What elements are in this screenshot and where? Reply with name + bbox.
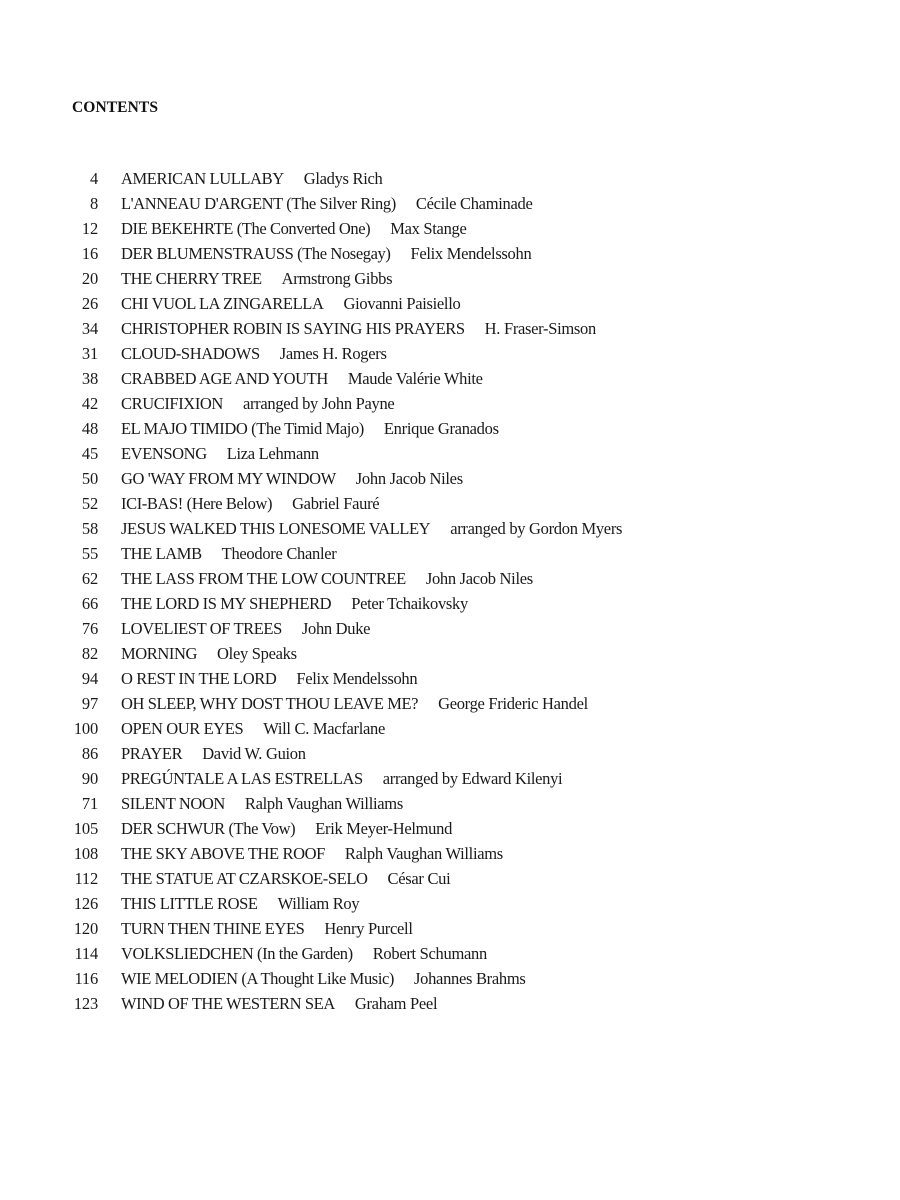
- entry-page-number: 123: [73, 994, 98, 1013]
- entry-page-number: 45: [81, 444, 98, 463]
- entry-page-number: 55: [81, 544, 98, 563]
- entry-page-number: 58: [81, 519, 98, 538]
- contents-entry: [60, 666, 860, 691]
- entry-composer: Gladys Rich: [303, 169, 383, 188]
- entry-page-number: 62: [81, 569, 98, 588]
- entry-title: SILENT NOON: [121, 794, 225, 813]
- entry-composer: Liza Lehmann: [226, 444, 319, 463]
- entry-title: CRABBED AGE AND YOUTH: [121, 369, 328, 388]
- entry-composer: George Frideric Handel: [438, 694, 588, 713]
- contents-entry: [60, 941, 860, 966]
- contents-entry: [60, 291, 860, 316]
- entry-title: THE LORD IS MY SHEPHERD: [121, 594, 332, 613]
- entry-page-number: 50: [81, 469, 98, 488]
- entry-title: WIND OF THE WESTERN SEA: [121, 994, 335, 1013]
- entry-title: CLOUD-SHADOWS: [121, 344, 260, 363]
- entry-page-number: 86: [81, 744, 98, 763]
- entry-page-number: 108: [73, 844, 98, 863]
- entry-composer: arranged by Edward Kilenyi: [382, 769, 563, 788]
- contents-entry: [60, 966, 860, 991]
- entry-title: CRUCIFIXION: [121, 394, 223, 413]
- contents-entry: [60, 891, 860, 916]
- entry-composer: Ralph Vaughan Williams: [344, 844, 503, 863]
- entry-title: DIE BEKEHRTE (The Converted One): [121, 219, 371, 238]
- entry-page-number: 120: [73, 919, 98, 938]
- entry-composer: John Duke: [301, 619, 371, 638]
- entry-title: THE LAMB: [121, 544, 202, 563]
- contents-entry: [60, 991, 860, 1016]
- entry-page-number: 116: [74, 969, 98, 988]
- entry-composer: Theodore Chanler: [221, 544, 337, 563]
- entry-title: WIE MELODIEN (A Thought Like Music): [121, 969, 395, 988]
- entry-page-number: 34: [81, 319, 98, 338]
- entry-composer: Enrique Granados: [383, 419, 499, 438]
- entry-title: EL MAJO TIMIDO (The Timid Majo): [121, 419, 364, 438]
- entry-page-number: 76: [81, 619, 98, 638]
- entry-composer: Felix Mendelssohn: [296, 669, 418, 688]
- contents-entry: [60, 541, 860, 566]
- entry-page-number: 48: [81, 419, 98, 438]
- contents-entry: [60, 866, 860, 891]
- entry-title: DER SCHWUR (The Vow): [121, 819, 296, 838]
- entry-page-number: 97: [81, 694, 98, 713]
- entry-composer: Cécile Chaminade: [415, 194, 533, 213]
- entry-title: AMERICAN LULLABY: [121, 169, 284, 188]
- entry-page-number: 8: [89, 194, 98, 213]
- contents-entry: [60, 166, 860, 191]
- contents-entry: [60, 641, 860, 666]
- entry-page-number: 26: [81, 294, 98, 313]
- entry-composer: John Jacob Niles: [425, 569, 533, 588]
- entry-title: THIS LITTLE ROSE: [121, 894, 258, 913]
- contents-entry: [60, 766, 860, 791]
- entry-title: DER BLUMENSTRAUSS (The Nosegay): [121, 244, 391, 263]
- contents-entry: [60, 241, 860, 266]
- contents-heading: CONTENTS: [72, 99, 159, 116]
- entry-page-number: 12: [81, 219, 98, 238]
- entry-title: JESUS WALKED THIS LONESOME VALLEY: [121, 519, 431, 538]
- entry-composer: Peter Tchaikovsky: [351, 594, 468, 613]
- contents-entry: [60, 791, 860, 816]
- entry-page-number: 38: [81, 369, 98, 388]
- contents-entry: [60, 216, 860, 241]
- contents-entry: [60, 616, 860, 641]
- contents-entry: [60, 441, 860, 466]
- contents-entry: [60, 341, 860, 366]
- entry-composer: Felix Mendelssohn: [410, 244, 532, 263]
- entry-composer: Armstrong Gibbs: [281, 269, 393, 288]
- entry-page-number: 42: [81, 394, 98, 413]
- contents-entry: [60, 816, 860, 841]
- entry-title: ICI-BAS! (Here Below): [121, 494, 273, 513]
- entry-composer: Ralph Vaughan Williams: [244, 794, 403, 813]
- contents-entry: [60, 741, 860, 766]
- entry-title: GO 'WAY FROM MY WINDOW: [121, 469, 336, 488]
- entry-composer: Oley Speaks: [217, 644, 297, 663]
- entry-title: CHI VUOL LA ZINGARELLA: [121, 294, 324, 313]
- contents-entry: [60, 691, 860, 716]
- entry-page-number: 82: [81, 644, 98, 663]
- contents-entry: [60, 191, 860, 216]
- contents-entry: [60, 591, 860, 616]
- entry-page-number: 52: [81, 494, 98, 513]
- entry-composer: César Cui: [387, 869, 451, 888]
- entry-title: MORNING: [121, 644, 198, 663]
- entry-title: PREGÚNTALE A LAS ESTRELLAS: [121, 769, 363, 788]
- entry-page-number: 94: [81, 669, 98, 688]
- entry-composer: John Jacob Niles: [355, 469, 463, 488]
- entry-title: CHRISTOPHER ROBIN IS SAYING HIS PRAYERS: [121, 319, 465, 338]
- entry-page-number: 100: [73, 719, 98, 738]
- contents-entry: [60, 716, 860, 741]
- entry-composer: Erik Meyer-Helmund: [315, 819, 453, 838]
- contents-entry: [60, 566, 860, 591]
- entry-page-number: 105: [73, 819, 98, 838]
- entry-title: EVENSONG: [121, 444, 207, 463]
- entry-page-number: 112: [74, 869, 98, 888]
- entry-page-number: 4: [89, 169, 98, 188]
- contents-entry: [60, 491, 860, 516]
- entry-composer: arranged by John Payne: [242, 394, 395, 413]
- entry-composer: arranged by Gordon Myers: [450, 519, 623, 538]
- entry-composer: David W. Guion: [202, 744, 306, 763]
- entry-page-number: 31: [81, 344, 98, 363]
- contents-list: [60, 166, 860, 1016]
- entry-composer: William Roy: [277, 894, 360, 913]
- entry-title: LOVELIEST OF TREES: [121, 619, 282, 638]
- contents-entry: [60, 516, 860, 541]
- entry-title: OPEN OUR EYES: [121, 719, 244, 738]
- entry-composer: Robert Schumann: [372, 944, 487, 963]
- entry-composer: Henry Purcell: [324, 919, 413, 938]
- contents-entry: [60, 841, 860, 866]
- entry-title: L'ANNEAU D'ARGENT (The Silver Ring): [121, 194, 396, 213]
- entry-composer: Graham Peel: [354, 994, 438, 1013]
- entry-composer: Giovanni Paisiello: [343, 294, 461, 313]
- entry-page-number: 71: [81, 794, 98, 813]
- entry-title: OH SLEEP, WHY DOST THOU LEAVE ME?: [121, 694, 419, 713]
- entry-composer: Maude Valérie White: [347, 369, 483, 388]
- entry-title: VOLKSLIEDCHEN (In the Garden): [121, 944, 353, 963]
- entry-page-number: 16: [81, 244, 98, 263]
- contents-entry: [60, 391, 860, 416]
- entry-page-number: 90: [81, 769, 98, 788]
- entry-page-number: 66: [81, 594, 98, 613]
- entry-title: THE SKY ABOVE THE ROOF: [121, 844, 325, 863]
- entry-title: THE LASS FROM THE LOW COUNTREE: [121, 569, 406, 588]
- entry-title: PRAYER: [121, 744, 183, 763]
- entry-title: O REST IN THE LORD: [121, 669, 277, 688]
- contents-entry: [60, 266, 860, 291]
- contents-entry: [60, 316, 860, 341]
- entry-composer: Johannes Brahms: [414, 969, 526, 988]
- entry-composer: Will C. Macfarlane: [263, 719, 385, 738]
- entry-title: THE CHERRY TREE: [121, 269, 262, 288]
- entry-composer: Max Stange: [390, 219, 467, 238]
- entry-composer: James H. Rogers: [279, 344, 387, 363]
- entry-page-number: 20: [81, 269, 98, 288]
- contents-entry: [60, 466, 860, 491]
- entry-page-number: 114: [74, 944, 98, 963]
- entry-composer: H. Fraser-Simson: [484, 319, 596, 338]
- entry-page-number: 126: [73, 894, 98, 913]
- contents-entry: [60, 366, 860, 391]
- entry-composer: Gabriel Fauré: [292, 494, 380, 513]
- contents-entry: [60, 416, 860, 441]
- entry-title: THE STATUE AT CZARSKOE-SELO: [121, 869, 368, 888]
- contents-entry: [60, 916, 860, 941]
- entry-title: TURN THEN THINE EYES: [121, 919, 305, 938]
